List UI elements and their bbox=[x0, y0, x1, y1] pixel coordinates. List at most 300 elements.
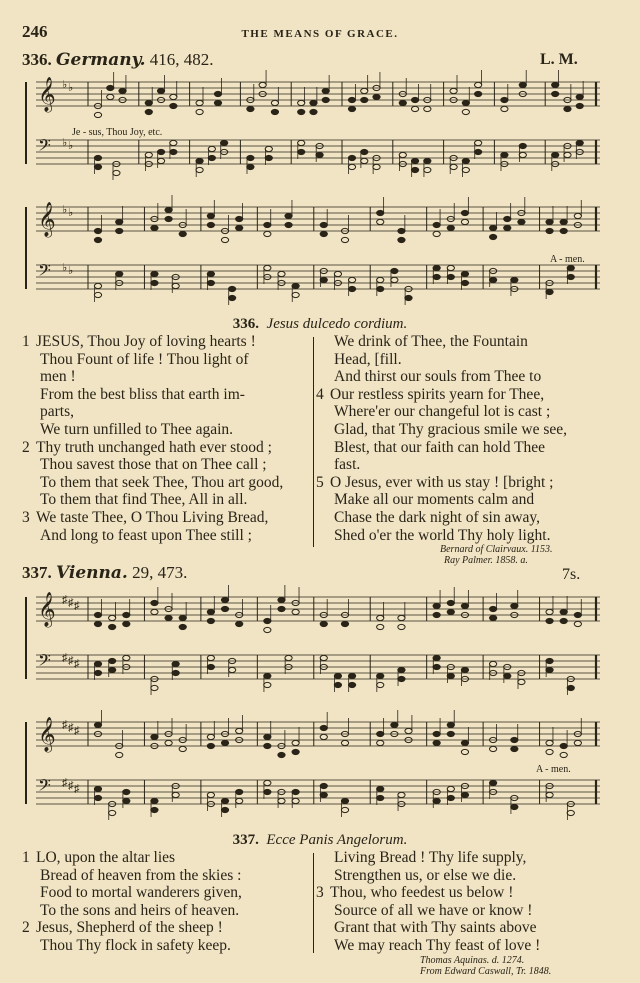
verse-text: LO, upon the altar lies bbox=[36, 849, 176, 866]
verse-line bbox=[316, 509, 600, 527]
tune-heading-336 bbox=[22, 50, 214, 70]
note-head bbox=[391, 722, 398, 727]
note-head bbox=[504, 216, 511, 221]
verse-line bbox=[316, 421, 600, 439]
note-head bbox=[109, 624, 116, 629]
note-head bbox=[377, 795, 384, 800]
verse-line bbox=[22, 421, 308, 439]
verse-text: Thou savest those that on Thee call ; bbox=[40, 456, 267, 474]
note-head bbox=[109, 658, 116, 663]
hymn-number: 336. bbox=[232, 316, 260, 332]
verse-line bbox=[316, 919, 600, 937]
tune-meter: 7s. bbox=[562, 566, 581, 583]
note-head bbox=[447, 731, 454, 736]
note-head bbox=[170, 94, 177, 99]
key-signature-icon: ♯ bbox=[74, 600, 80, 612]
note-head bbox=[475, 91, 482, 96]
note-head bbox=[151, 807, 158, 812]
verse-line bbox=[22, 919, 308, 937]
note-head bbox=[320, 655, 327, 660]
note-head bbox=[322, 97, 329, 102]
note-head bbox=[490, 746, 497, 751]
verse-text: To them that find Thee, All in all. bbox=[40, 491, 248, 509]
note-head bbox=[447, 722, 454, 727]
note-head bbox=[221, 237, 228, 242]
note-head bbox=[567, 685, 574, 690]
note-head bbox=[316, 152, 323, 157]
verse-line bbox=[316, 351, 600, 369]
note-head bbox=[475, 140, 482, 145]
note-head bbox=[207, 734, 214, 739]
note-head bbox=[519, 152, 526, 157]
tune-name: Germany. bbox=[56, 50, 146, 70]
note-head bbox=[109, 667, 116, 672]
note-head bbox=[320, 277, 327, 282]
note-head bbox=[373, 164, 380, 169]
note-head bbox=[462, 158, 469, 163]
note-head bbox=[170, 103, 177, 108]
note-head bbox=[292, 283, 299, 288]
note-head bbox=[560, 228, 567, 233]
note-head bbox=[504, 673, 511, 678]
verse-text: And long to feast upon Thee still ; bbox=[40, 526, 252, 544]
note-head bbox=[196, 109, 203, 114]
note-head bbox=[361, 149, 368, 154]
note-head bbox=[208, 155, 215, 160]
note-head bbox=[94, 164, 101, 169]
note-head bbox=[221, 140, 228, 145]
note-head bbox=[552, 82, 559, 87]
note-head bbox=[546, 219, 553, 224]
note-head bbox=[334, 271, 341, 276]
note-head bbox=[546, 667, 553, 672]
verse-text: We turn unfilled to Thee again. bbox=[40, 420, 234, 438]
note-head bbox=[490, 225, 497, 230]
note-head bbox=[221, 807, 228, 812]
note-head bbox=[341, 807, 348, 812]
note-head bbox=[574, 612, 581, 617]
note-head bbox=[94, 621, 101, 626]
note-head bbox=[361, 97, 368, 102]
music-score-337-system-1 bbox=[22, 585, 600, 705]
note-head bbox=[247, 164, 254, 169]
note-head bbox=[450, 164, 457, 169]
note-head bbox=[207, 618, 214, 623]
note-head bbox=[94, 237, 101, 242]
note-head bbox=[320, 734, 327, 739]
note-head bbox=[207, 792, 214, 797]
note-head bbox=[424, 158, 431, 163]
verse-line bbox=[316, 937, 600, 955]
note-head bbox=[411, 97, 418, 102]
verse-text: men ! bbox=[40, 368, 76, 386]
note-head bbox=[398, 667, 405, 672]
note-head bbox=[398, 792, 405, 797]
note-head bbox=[196, 158, 203, 163]
note-head bbox=[298, 100, 305, 105]
verse-line bbox=[22, 902, 308, 920]
verse-line bbox=[22, 403, 308, 421]
note-head bbox=[151, 600, 158, 605]
note-head bbox=[447, 274, 454, 279]
tune-name: Vienna. bbox=[56, 563, 128, 583]
verse-text: Source of all we have or know ! bbox=[334, 901, 533, 919]
note-head bbox=[433, 612, 440, 617]
note-head bbox=[207, 664, 214, 669]
note-head bbox=[322, 88, 329, 93]
key-signature-icon: ♭ bbox=[68, 140, 74, 152]
tune-number: 336. bbox=[22, 50, 52, 69]
note-head bbox=[433, 664, 440, 669]
verse-text: Blest, that our faith can hold Thee bbox=[334, 438, 546, 456]
note-head bbox=[145, 109, 152, 114]
hymn-336-left-column bbox=[22, 333, 308, 544]
note-head bbox=[361, 88, 368, 93]
verse-line bbox=[22, 867, 308, 885]
note-head bbox=[107, 94, 114, 99]
note-head bbox=[348, 673, 355, 678]
note-head bbox=[361, 158, 368, 163]
key-signature-icon: ♯ bbox=[62, 594, 68, 606]
note-head bbox=[546, 609, 553, 614]
note-head bbox=[151, 271, 158, 276]
verse-line bbox=[22, 368, 308, 386]
note-head bbox=[264, 743, 271, 748]
note-head bbox=[411, 167, 418, 172]
verse-text: fast. bbox=[334, 456, 361, 474]
note-head bbox=[278, 597, 285, 602]
attribution-author: Bernard of Clairvaux. 1153. bbox=[440, 544, 553, 555]
note-head bbox=[398, 615, 405, 620]
note-head bbox=[348, 155, 355, 160]
verse-line bbox=[316, 474, 600, 492]
key-signature-icon: ♯ bbox=[68, 722, 74, 734]
music-amen-text: A - men. bbox=[536, 764, 571, 775]
verse-line bbox=[316, 849, 600, 867]
note-head bbox=[341, 237, 348, 242]
note-head bbox=[341, 621, 348, 626]
note-head bbox=[348, 97, 355, 102]
note-head bbox=[405, 295, 412, 300]
note-head bbox=[292, 292, 299, 297]
verse-number: 1 bbox=[22, 333, 30, 350]
hymn-337-left-column bbox=[22, 849, 308, 955]
note-head bbox=[109, 615, 116, 620]
note-head bbox=[447, 225, 454, 230]
bass-clef-icon: 𝄢 bbox=[38, 260, 51, 284]
note-head bbox=[546, 618, 553, 623]
note-head bbox=[501, 152, 508, 157]
key-signature-icon: ♯ bbox=[74, 783, 80, 795]
key-signature-icon: ♭ bbox=[62, 79, 68, 91]
note-head bbox=[221, 597, 228, 602]
note-head bbox=[433, 798, 440, 803]
verse-text: We drink of Thee, the Fountain bbox=[334, 333, 528, 350]
verse-line bbox=[22, 456, 308, 474]
note-head bbox=[567, 810, 574, 815]
note-head bbox=[236, 798, 243, 803]
note-head bbox=[264, 734, 271, 739]
verse-line bbox=[316, 902, 600, 920]
note-head bbox=[462, 167, 469, 172]
note-head bbox=[264, 618, 271, 623]
hymn-title-337 bbox=[0, 832, 640, 849]
key-signature-icon: ♭ bbox=[62, 262, 68, 274]
verse-line bbox=[22, 386, 308, 404]
note-head bbox=[320, 621, 327, 626]
note-head bbox=[151, 609, 158, 614]
note-head bbox=[94, 155, 101, 160]
music-score-336-system-2 bbox=[22, 195, 600, 315]
note-head bbox=[490, 277, 497, 282]
note-head bbox=[179, 231, 186, 236]
verse-text: Grant that with Thy saints above bbox=[334, 919, 537, 937]
note-head bbox=[278, 798, 285, 803]
note-head bbox=[207, 743, 214, 748]
verse-line bbox=[22, 474, 308, 492]
note-head bbox=[511, 746, 518, 751]
music-score-337-system-2 bbox=[22, 710, 600, 832]
note-head bbox=[511, 737, 518, 742]
note-head bbox=[433, 603, 440, 608]
music-lyric-text: Je - sus, Thou Joy, etc. bbox=[72, 127, 163, 138]
note-head bbox=[424, 167, 431, 172]
note-head bbox=[172, 661, 179, 666]
hymn-title-336 bbox=[0, 316, 640, 333]
note-head bbox=[207, 609, 214, 614]
note-head bbox=[123, 655, 130, 660]
note-head bbox=[501, 106, 508, 111]
note-head bbox=[165, 615, 172, 620]
verse-text: Make all our moments calm and bbox=[334, 491, 535, 509]
note-head bbox=[145, 152, 152, 157]
verse-line bbox=[316, 456, 600, 474]
verse-text: And thirst our souls from Thee to bbox=[334, 368, 542, 386]
note-head bbox=[214, 100, 221, 105]
note-head bbox=[377, 277, 384, 282]
note-head bbox=[475, 82, 482, 87]
key-signature-icon: ♯ bbox=[62, 719, 68, 731]
note-head bbox=[151, 798, 158, 803]
note-head bbox=[285, 655, 292, 660]
verse-text: Food to mortal wanderers given, bbox=[40, 884, 242, 902]
note-head bbox=[490, 606, 497, 611]
note-head bbox=[518, 219, 525, 224]
note-head bbox=[411, 106, 418, 111]
note-head bbox=[292, 798, 299, 803]
verse-line bbox=[22, 491, 308, 509]
verse-text: To them that seek Thee, Thou art good, bbox=[40, 473, 284, 491]
verse-line bbox=[22, 351, 308, 369]
note-head bbox=[151, 734, 158, 739]
verse-text: To the sons and heirs of heaven. bbox=[40, 901, 240, 919]
note-head bbox=[405, 728, 412, 733]
verse-text: Jesus, Shepherd of the sheep ! bbox=[36, 919, 223, 937]
note-head bbox=[151, 685, 158, 690]
treble-clef-icon: 𝄞 bbox=[38, 592, 56, 627]
note-head bbox=[475, 149, 482, 154]
note-head bbox=[462, 109, 469, 114]
key-signature-icon: ♯ bbox=[62, 777, 68, 789]
note-head bbox=[320, 783, 327, 788]
verse-text: parts, bbox=[40, 403, 75, 421]
note-head bbox=[320, 231, 327, 236]
note-head bbox=[107, 85, 114, 90]
note-head bbox=[447, 795, 454, 800]
note-head bbox=[377, 624, 384, 629]
note-head bbox=[560, 752, 567, 757]
key-signature-icon: ♭ bbox=[62, 137, 68, 149]
note-head bbox=[207, 655, 214, 660]
note-head bbox=[341, 798, 348, 803]
verse-line bbox=[22, 527, 308, 545]
note-head bbox=[576, 103, 583, 108]
note-head bbox=[247, 106, 254, 111]
note-head bbox=[264, 222, 271, 227]
note-head bbox=[461, 667, 468, 672]
note-head bbox=[165, 216, 172, 221]
tune-meter: L. M. bbox=[540, 51, 578, 68]
note-head bbox=[264, 265, 271, 270]
note-head bbox=[214, 91, 221, 96]
note-head bbox=[560, 743, 567, 748]
note-head bbox=[292, 609, 299, 614]
note-head bbox=[398, 228, 405, 233]
note-head bbox=[170, 149, 177, 154]
note-head bbox=[94, 283, 101, 288]
verse-text: Thou Fount of life ! Thou light of bbox=[40, 350, 249, 368]
verse-text: Chase the dark night of sin away, bbox=[334, 508, 541, 526]
note-head bbox=[546, 740, 553, 745]
note-head bbox=[116, 219, 123, 224]
note-head bbox=[461, 210, 468, 215]
note-head bbox=[264, 627, 271, 632]
note-head bbox=[94, 795, 101, 800]
note-head bbox=[433, 222, 440, 227]
note-head bbox=[278, 606, 285, 611]
note-head bbox=[207, 280, 214, 285]
note-head bbox=[398, 676, 405, 681]
verse-text: Shed o'er the world Thy holy light. bbox=[334, 526, 551, 544]
note-head bbox=[461, 603, 468, 608]
note-head bbox=[278, 752, 285, 757]
verse-number: 3 bbox=[316, 884, 324, 902]
note-head bbox=[265, 146, 272, 151]
column-divider bbox=[313, 853, 314, 953]
note-head bbox=[320, 792, 327, 797]
note-head bbox=[264, 780, 271, 785]
note-head bbox=[490, 780, 497, 785]
note-head bbox=[116, 752, 123, 757]
music-amen-text: A - men. bbox=[550, 254, 585, 265]
key-signature-icon: ♭ bbox=[68, 82, 74, 94]
note-head bbox=[391, 268, 398, 273]
bass-clef-icon: 𝄢 bbox=[38, 775, 51, 799]
verse-number: 2 bbox=[22, 438, 30, 456]
note-head bbox=[373, 94, 380, 99]
note-head bbox=[398, 237, 405, 242]
note-head bbox=[490, 234, 497, 239]
note-head bbox=[377, 219, 384, 224]
note-head bbox=[377, 673, 384, 678]
note-head bbox=[310, 109, 317, 114]
note-head bbox=[519, 82, 526, 87]
note-head bbox=[560, 609, 567, 614]
note-head bbox=[560, 618, 567, 623]
note-head bbox=[504, 225, 511, 230]
verse-line bbox=[22, 509, 308, 527]
verse-text: Thou Thy flock in safety keep. bbox=[40, 936, 231, 954]
note-head bbox=[236, 225, 243, 230]
verse-line bbox=[316, 527, 600, 545]
note-head bbox=[461, 792, 468, 797]
note-head bbox=[208, 146, 215, 151]
treble-clef-icon: 𝄞 bbox=[38, 717, 56, 752]
verse-text: Strengthen us, or else we die. bbox=[334, 866, 517, 884]
note-head bbox=[229, 286, 236, 291]
verse-line bbox=[22, 333, 308, 351]
note-head bbox=[546, 792, 553, 797]
note-head bbox=[377, 210, 384, 215]
note-head bbox=[236, 789, 243, 794]
note-head bbox=[94, 786, 101, 791]
note-head bbox=[424, 106, 431, 111]
note-head bbox=[461, 749, 468, 754]
note-head bbox=[165, 207, 172, 212]
note-head bbox=[179, 746, 186, 751]
treble-clef-icon: 𝄞 bbox=[38, 202, 56, 237]
note-head bbox=[511, 277, 518, 282]
hymn-latin-title: Jesus dulcedo cordium. bbox=[266, 316, 408, 332]
note-head bbox=[552, 152, 559, 157]
note-head bbox=[123, 612, 130, 617]
note-head bbox=[490, 661, 497, 666]
note-head bbox=[377, 786, 384, 791]
note-head bbox=[94, 112, 101, 117]
note-head bbox=[298, 109, 305, 114]
note-head bbox=[113, 170, 120, 175]
note-head bbox=[447, 786, 454, 791]
verse-line bbox=[22, 849, 308, 867]
note-head bbox=[123, 798, 130, 803]
verse-number: 3 bbox=[22, 508, 30, 526]
note-head bbox=[116, 271, 123, 276]
page-number: 246 bbox=[22, 22, 48, 41]
attribution-translator: Ray Palmer. 1858. a. bbox=[444, 555, 528, 566]
note-head bbox=[576, 140, 583, 145]
note-head bbox=[94, 228, 101, 233]
note-head bbox=[94, 292, 101, 297]
note-head bbox=[490, 615, 497, 620]
key-signature-icon: ♯ bbox=[74, 725, 80, 737]
treble-clef-icon: 𝄞 bbox=[38, 77, 56, 112]
hymn-337-right-column bbox=[316, 849, 600, 955]
note-head bbox=[229, 667, 236, 672]
verse-number: 4 bbox=[316, 385, 324, 403]
note-head bbox=[461, 280, 468, 285]
note-head bbox=[433, 740, 440, 745]
note-head bbox=[145, 100, 152, 105]
note-head bbox=[123, 621, 130, 626]
note-head bbox=[447, 673, 454, 678]
verse-number: 5 bbox=[316, 473, 324, 491]
note-head bbox=[298, 149, 305, 154]
note-head bbox=[94, 722, 101, 727]
note-head bbox=[348, 164, 355, 169]
key-signature-icon: ♯ bbox=[62, 652, 68, 664]
tune-number: 337. bbox=[22, 563, 52, 582]
note-head bbox=[292, 749, 299, 754]
